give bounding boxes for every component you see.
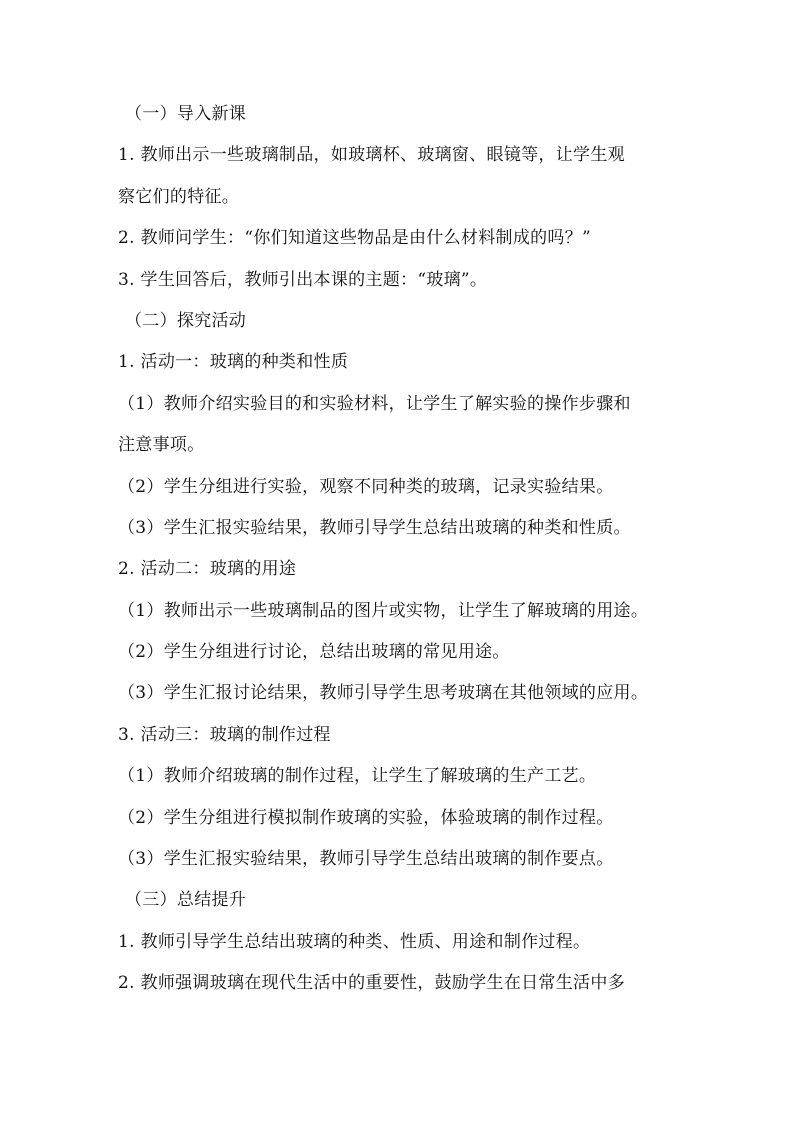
paragraph-line: （3）学生汇报实验结果，教师引导学生总结出玻璃的种类和性质。 [118, 517, 631, 538]
paragraph-line: （2）学生分组进行模拟制作玻璃的实验，体验玻璃的制作过程。 [118, 807, 614, 828]
paragraph-line: （1）教师介绍玻璃的制作过程，让学生了解玻璃的生产工艺。 [118, 766, 597, 787]
paragraph-line: （3）学生汇报讨论结果，教师引导学生思考玻璃在其他领域的应用。 [118, 683, 649, 704]
section-heading: （三）总结提升 [125, 890, 247, 911]
paragraph-line: （2）学生分组进行实验，观察不同种类的玻璃，记录实验结果。 [118, 476, 614, 497]
paragraph-line: （2）学生分组进行讨论，总结出玻璃的常见用途。 [118, 642, 510, 663]
paragraph-line: 3. 学生回答后，教师引出本课的主题：“玻璃”。 [118, 269, 488, 290]
paragraph-line: （1）教师介绍实验目的和实验材料，让学生了解实验的操作步骤和 [118, 393, 631, 414]
document-body [118, 104, 680, 1015]
paragraph-line: 1. 教师引导学生总结出玻璃的种类、性质、用途和制作过程。 [118, 931, 591, 952]
paragraph-line: 1. 活动一：玻璃的种类和性质 [118, 352, 349, 373]
paragraph-line: 3. 活动三：玻璃的制作过程 [118, 724, 331, 745]
paragraph-line: 2. 教师问学生：“你们知道这些物品是由什么材料制成的吗？” [118, 228, 592, 249]
paragraph-line: 2. 活动二：玻璃的用途 [118, 559, 297, 580]
section-heading: （一）导入新课 [125, 104, 247, 124]
paragraph-line: （3）学生汇报实验结果，教师引导学生总结出玻璃的制作要点。 [118, 849, 614, 870]
paragraph-line: 2. 教师强调玻璃在现代生活中的重要性，鼓励学生在日常生活中多 [118, 973, 625, 994]
paragraph-line: 1. 教师出示一些玻璃制品，如玻璃杯、玻璃窗、眼镜等，让学生观 [118, 145, 625, 166]
paragraph-line: （1）教师出示一些玻璃制品的图片或实物，让学生了解玻璃的用途。 [118, 600, 649, 621]
paragraph-line: 察它们的特征。 [118, 186, 240, 207]
section-heading: （二）探究活动 [125, 310, 247, 331]
paragraph-line: 注意事项。 [118, 435, 205, 456]
